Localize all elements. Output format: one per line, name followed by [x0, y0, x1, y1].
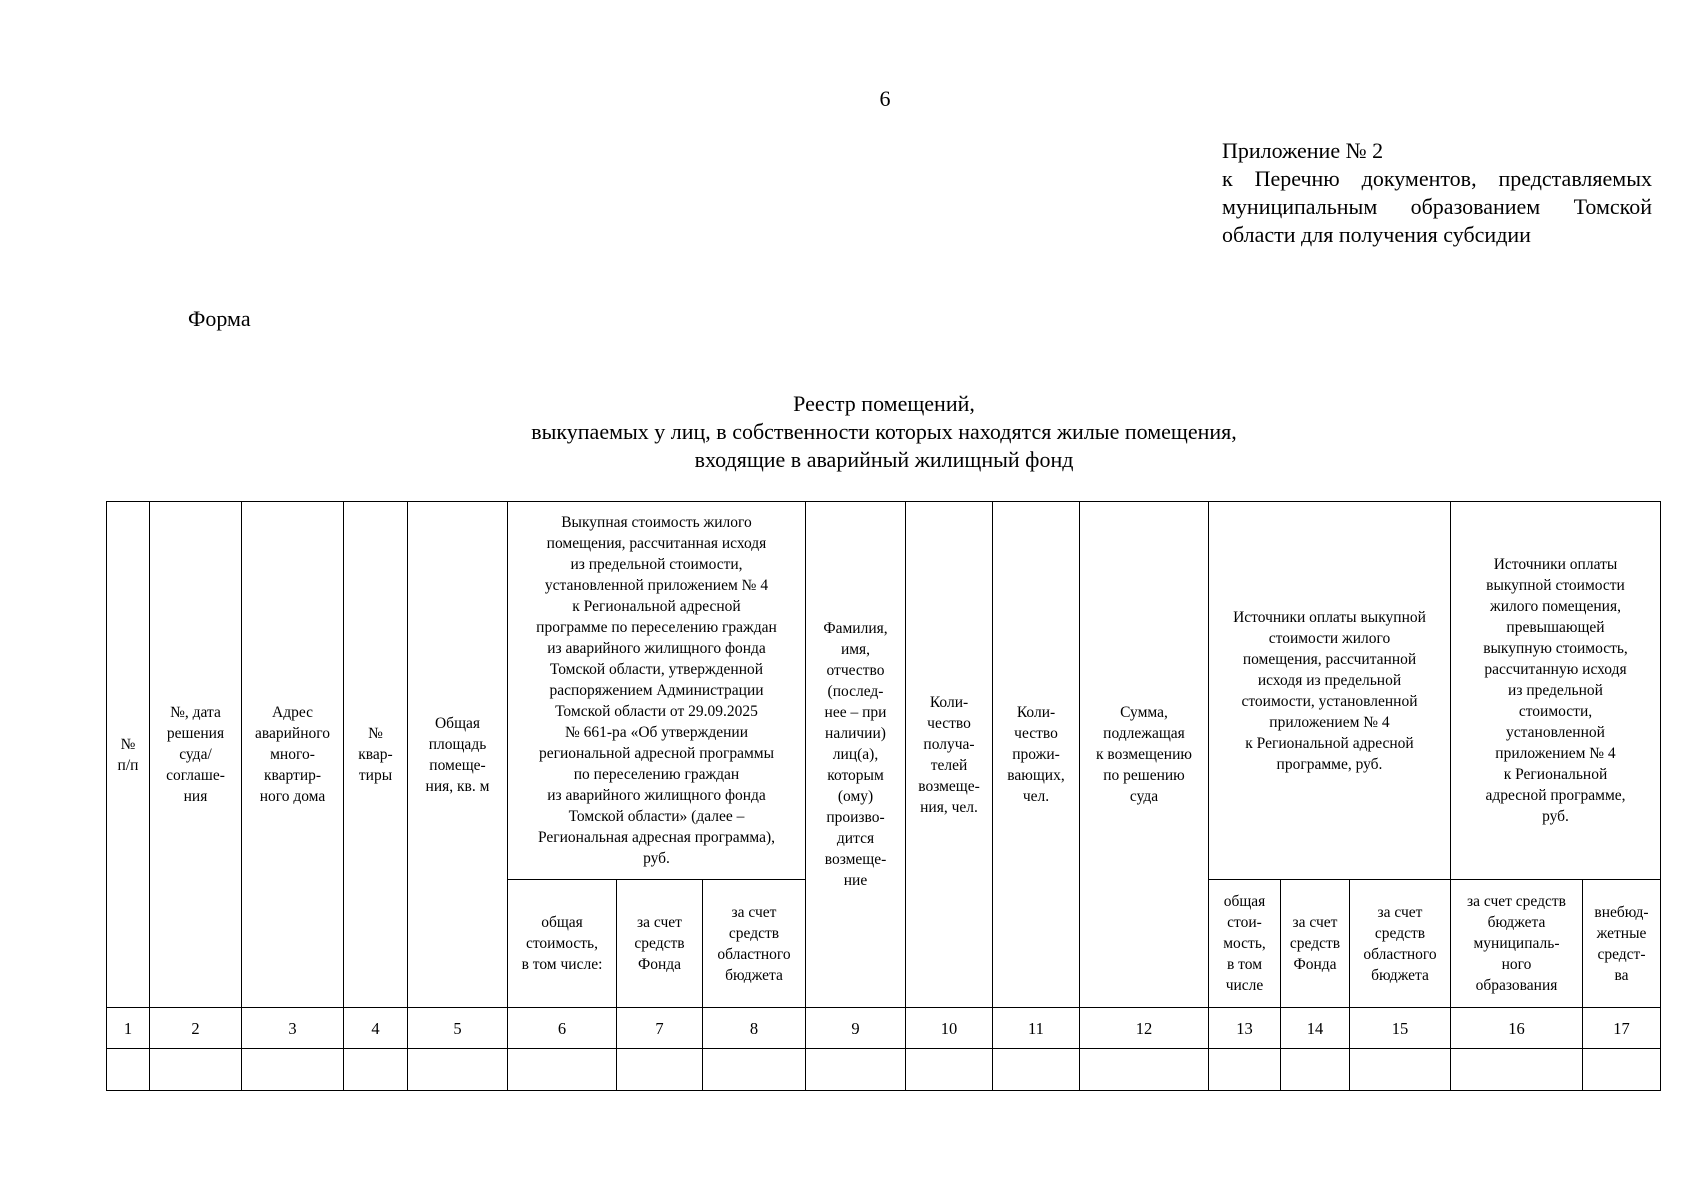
table-cell [408, 1049, 508, 1091]
table-cell [806, 1049, 906, 1091]
header-cell-full-name: Фамилия, имя, отчество (послед- нее – при наличии) лиц(а), которым (ому) произво- дится возмеще- ние [806, 502, 906, 1008]
header-group-redemption-cost: Выкупная стоимость жилого помещения, рассчитанная исходя из предельной стоимости, установленной приложением № 4 к Региональной адресной программе по переселению граждан из аварийного жилищного фонда Томской области, утвержденной распоряжением Администрации Томской области от 29.09.2025 № 661-ра «Об утверждении региональной адресной программы по переселению граждан из аварийного жилищного фонда Томской области» (далее – Региональная адресная программа), руб. [508, 502, 806, 880]
table-cell [150, 1049, 242, 1091]
form-label: Форма [188, 306, 251, 331]
column-number: 13 [1209, 1008, 1281, 1049]
appendix-line: Приложение № 2 [1222, 138, 1384, 163]
column-number: 16 [1451, 1008, 1583, 1049]
column-number: 2 [150, 1008, 242, 1049]
table-cell [242, 1049, 344, 1091]
header-cell-address: Адрес аварийного много- квартир- ного дома [242, 502, 344, 1008]
header-cell-residents: Коли- чество прожи- вающих, чел. [993, 502, 1080, 1008]
title-line: выкупаемых у лиц, в собственности которых находятся жилые помещения, [531, 419, 1237, 444]
column-number: 6 [508, 1008, 617, 1049]
table-cell [1281, 1049, 1350, 1091]
column-number: 3 [242, 1008, 344, 1049]
header-cell-municipal-budget: за счет средств бюджета муниципаль- ного образования [1451, 880, 1583, 1008]
table-row [107, 1049, 1661, 1091]
table-cell [1209, 1049, 1281, 1091]
header-cell-area: Общая площадь помеще- ния, кв. м [408, 502, 508, 1008]
header-cell-recipients: Коли- чество получа- телей возмеще- ния, чел. [906, 502, 993, 1008]
header-cell-fund-2: за счет средств Фонда [1281, 880, 1350, 1008]
table-cell [107, 1049, 150, 1091]
column-number: 5 [408, 1008, 508, 1049]
column-number: 11 [993, 1008, 1080, 1049]
column-number: 10 [906, 1008, 993, 1049]
header-group-excess-sources: Источники оплаты выкупной стоимости жилого помещения, превышающей выкупную стоимость, рассчитанную исходя из предельной стоимости, установленной приложением № 4 к Региональной адресной программе, руб. [1451, 502, 1661, 880]
column-number: 12 [1080, 1008, 1209, 1049]
table-cell [703, 1049, 806, 1091]
appendix-note [1222, 137, 1652, 249]
table-cell [1080, 1049, 1209, 1091]
title-line: Реестр помещений, [793, 391, 975, 416]
header-cell-number: № п/п [107, 502, 150, 1008]
header-cell-court-decision: №, дата решения суда/ соглаше- ния [150, 502, 242, 1008]
header-cell-extrabudgetary: внебюд- жетные средст- ва [1583, 880, 1661, 1008]
header-cell-apartment: № квар- тиры [344, 502, 408, 1008]
header-cell-fund: за счет средств Фонда [617, 880, 703, 1008]
appendix-line: области для получения субсидии [1222, 222, 1531, 247]
table-cell [993, 1049, 1080, 1091]
header-cell-regional-budget-2: за счет средств областного бюджета [1350, 880, 1451, 1008]
table-cell [906, 1049, 993, 1091]
table-cell [1451, 1049, 1583, 1091]
table-cell [508, 1049, 617, 1091]
column-number: 9 [806, 1008, 906, 1049]
header-group-payment-sources: Источники оплаты выкупной стоимости жилого помещения, рассчитанной исходя из предельной стоимости, установленной приложением № 4 к Региональной адресной программе, руб. [1209, 502, 1451, 880]
column-number: 14 [1281, 1008, 1350, 1049]
column-number-row [107, 1008, 1661, 1049]
appendix-line: к Перечню документов, представляемых [1222, 166, 1652, 191]
column-number: 8 [703, 1008, 806, 1049]
title-line: входящие в аварийный жилищный фонд [694, 447, 1074, 472]
header-row [107, 502, 1661, 880]
appendix-line: муниципальным образованием Томской [1222, 194, 1652, 219]
registry-table [106, 501, 1661, 1091]
column-number: 17 [1583, 1008, 1661, 1049]
column-number: 4 [344, 1008, 408, 1049]
column-number: 1 [107, 1008, 150, 1049]
table-cell [1350, 1049, 1451, 1091]
column-number: 15 [1350, 1008, 1451, 1049]
header-cell-total-cost: общая стоимость, в том числе: [508, 880, 617, 1008]
header-cell-court-sum: Сумма, подлежащая к возмещению по решению суда [1080, 502, 1209, 1008]
page-number: 6 [879, 86, 891, 111]
header-cell-regional-budget: за счет средств областного бюджета [703, 880, 806, 1008]
table-cell [617, 1049, 703, 1091]
document-title [0, 390, 1697, 474]
table-cell [1583, 1049, 1661, 1091]
column-number: 7 [617, 1008, 703, 1049]
table-cell [344, 1049, 408, 1091]
header-cell-total-cost-2: общая стои- мость, в том числе [1209, 880, 1281, 1008]
